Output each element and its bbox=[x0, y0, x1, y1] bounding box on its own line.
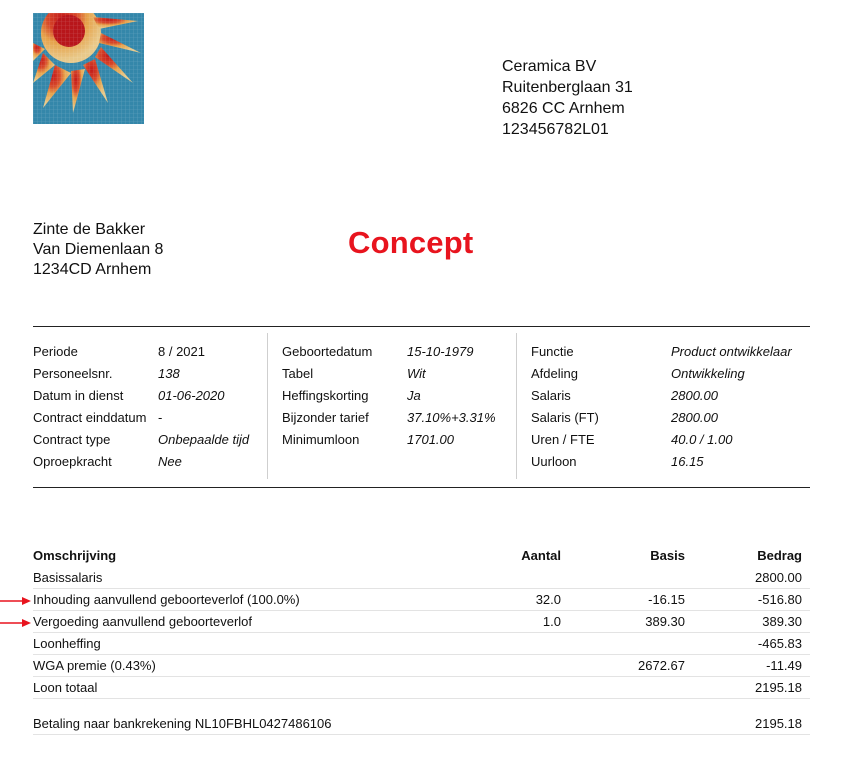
header-basis: Basis bbox=[650, 548, 685, 563]
employer-number: 123456782L01 bbox=[502, 121, 609, 138]
info-label: Geboortedatum bbox=[282, 344, 373, 359]
info-value: 8 / 2021 bbox=[158, 344, 205, 359]
row-bedrag: -465.83 bbox=[757, 636, 802, 651]
table-header bbox=[33, 545, 810, 567]
table-row-payment bbox=[33, 713, 810, 735]
info-value: 138 bbox=[158, 366, 180, 381]
row-omschrijving: Vergoeding aanvullend geboorteverlof bbox=[33, 614, 253, 629]
header-omschrijving: Omschrijving bbox=[33, 548, 117, 563]
employer-address bbox=[502, 56, 633, 140]
company-logo bbox=[33, 13, 144, 124]
table-row bbox=[33, 567, 810, 589]
row-omschrijving: Loonheffing bbox=[33, 636, 101, 651]
payment-amount: 2195.18 bbox=[755, 716, 802, 731]
info-label: Uurloon bbox=[531, 454, 577, 469]
row-omschrijving: WGA premie (0.43%) bbox=[33, 658, 156, 673]
info-top-divider bbox=[33, 326, 810, 327]
info-label: Functie bbox=[531, 344, 574, 359]
employer-city: 6826 CC Arnhem bbox=[502, 100, 625, 117]
payslip-table bbox=[33, 545, 810, 735]
info-value: Onbepaalde tijd bbox=[158, 432, 250, 447]
info-label: Oproepkracht bbox=[33, 454, 112, 469]
info-value: Wit bbox=[407, 366, 426, 381]
info-label: Heffingskorting bbox=[282, 388, 369, 403]
info-label: Minimumloon bbox=[282, 432, 360, 447]
info-label: Personeelsnr. bbox=[33, 366, 113, 381]
info-value: 2800.00 bbox=[671, 410, 718, 425]
red-arrow-icon bbox=[0, 618, 31, 628]
header-aantal: Aantal bbox=[521, 548, 561, 563]
info-label: Contract type bbox=[33, 432, 111, 447]
info-label: Salaris (FT) bbox=[531, 410, 599, 425]
row-aantal: 32.0 bbox=[535, 592, 561, 607]
employee-city: 1234CD Arnhem bbox=[33, 261, 152, 278]
row-omschrijving: Loon totaal bbox=[33, 680, 98, 695]
info-label: Uren / FTE bbox=[531, 432, 595, 447]
table-row bbox=[33, 655, 810, 677]
info-label: Datum in dienst bbox=[33, 388, 124, 403]
employer-name: Ceramica BV bbox=[502, 58, 597, 75]
info-label: Salaris bbox=[531, 388, 571, 403]
row-basis: 2672.67 bbox=[638, 658, 685, 673]
sun-mosaic-logo-icon bbox=[33, 13, 144, 124]
red-arrow-icon bbox=[0, 596, 31, 606]
table-row-total bbox=[33, 677, 810, 699]
table-row bbox=[33, 589, 810, 611]
info-bottom-divider bbox=[33, 487, 810, 488]
row-bedrag: -516.80 bbox=[757, 592, 802, 607]
row-basis: 389.30 bbox=[645, 614, 685, 629]
row-omschrijving: Inhouding aanvullend geboorteverlof (100.0%) bbox=[33, 592, 300, 607]
info-value: - bbox=[158, 410, 163, 425]
info-value: Ja bbox=[407, 388, 421, 403]
header-bedrag: Bedrag bbox=[757, 548, 802, 563]
info-value: Ontwikkeling bbox=[671, 366, 745, 381]
employee-name: Zinte de Bakker bbox=[33, 221, 146, 238]
employer-street: Ruitenberglaan 31 bbox=[502, 79, 633, 96]
info-value: 15-10-1979 bbox=[407, 344, 474, 359]
info-label: Tabel bbox=[282, 366, 314, 381]
info-label: Contract einddatum bbox=[33, 410, 147, 425]
info-value: 01-06-2020 bbox=[158, 388, 225, 403]
payment-description: Betaling naar bankrekening NL10FBHL0427486106 bbox=[33, 716, 332, 731]
row-bedrag: 2195.18 bbox=[755, 680, 802, 695]
row-omschrijving: Basissalaris bbox=[33, 570, 103, 585]
concept-watermark: Concept bbox=[348, 225, 474, 260]
info-column-separator bbox=[267, 333, 268, 479]
table-spacer bbox=[33, 699, 810, 713]
info-value: 2800.00 bbox=[671, 388, 718, 403]
row-bedrag: 2800.00 bbox=[755, 570, 802, 585]
employee-address bbox=[33, 220, 163, 280]
info-value: 37.10%+3.31% bbox=[407, 410, 496, 425]
info-column-separator bbox=[516, 333, 517, 479]
info-value: 16.15 bbox=[671, 454, 704, 469]
row-basis: -16.15 bbox=[648, 592, 685, 607]
employee-street: Van Diemenlaan 8 bbox=[33, 241, 164, 258]
info-value: Nee bbox=[158, 454, 182, 469]
info-value: 1701.00 bbox=[407, 432, 454, 447]
table-row bbox=[33, 611, 810, 633]
info-label: Bijzonder tarief bbox=[282, 410, 369, 425]
info-label: Periode bbox=[33, 344, 78, 359]
row-aantal: 1.0 bbox=[542, 614, 561, 629]
info-value: Product ontwikkelaar bbox=[671, 344, 792, 359]
row-bedrag: 389.30 bbox=[762, 614, 802, 629]
row-bedrag: -11.49 bbox=[766, 658, 802, 673]
info-value: 40.0 / 1.00 bbox=[671, 432, 733, 447]
table-row bbox=[33, 633, 810, 655]
info-label: Afdeling bbox=[531, 366, 578, 381]
